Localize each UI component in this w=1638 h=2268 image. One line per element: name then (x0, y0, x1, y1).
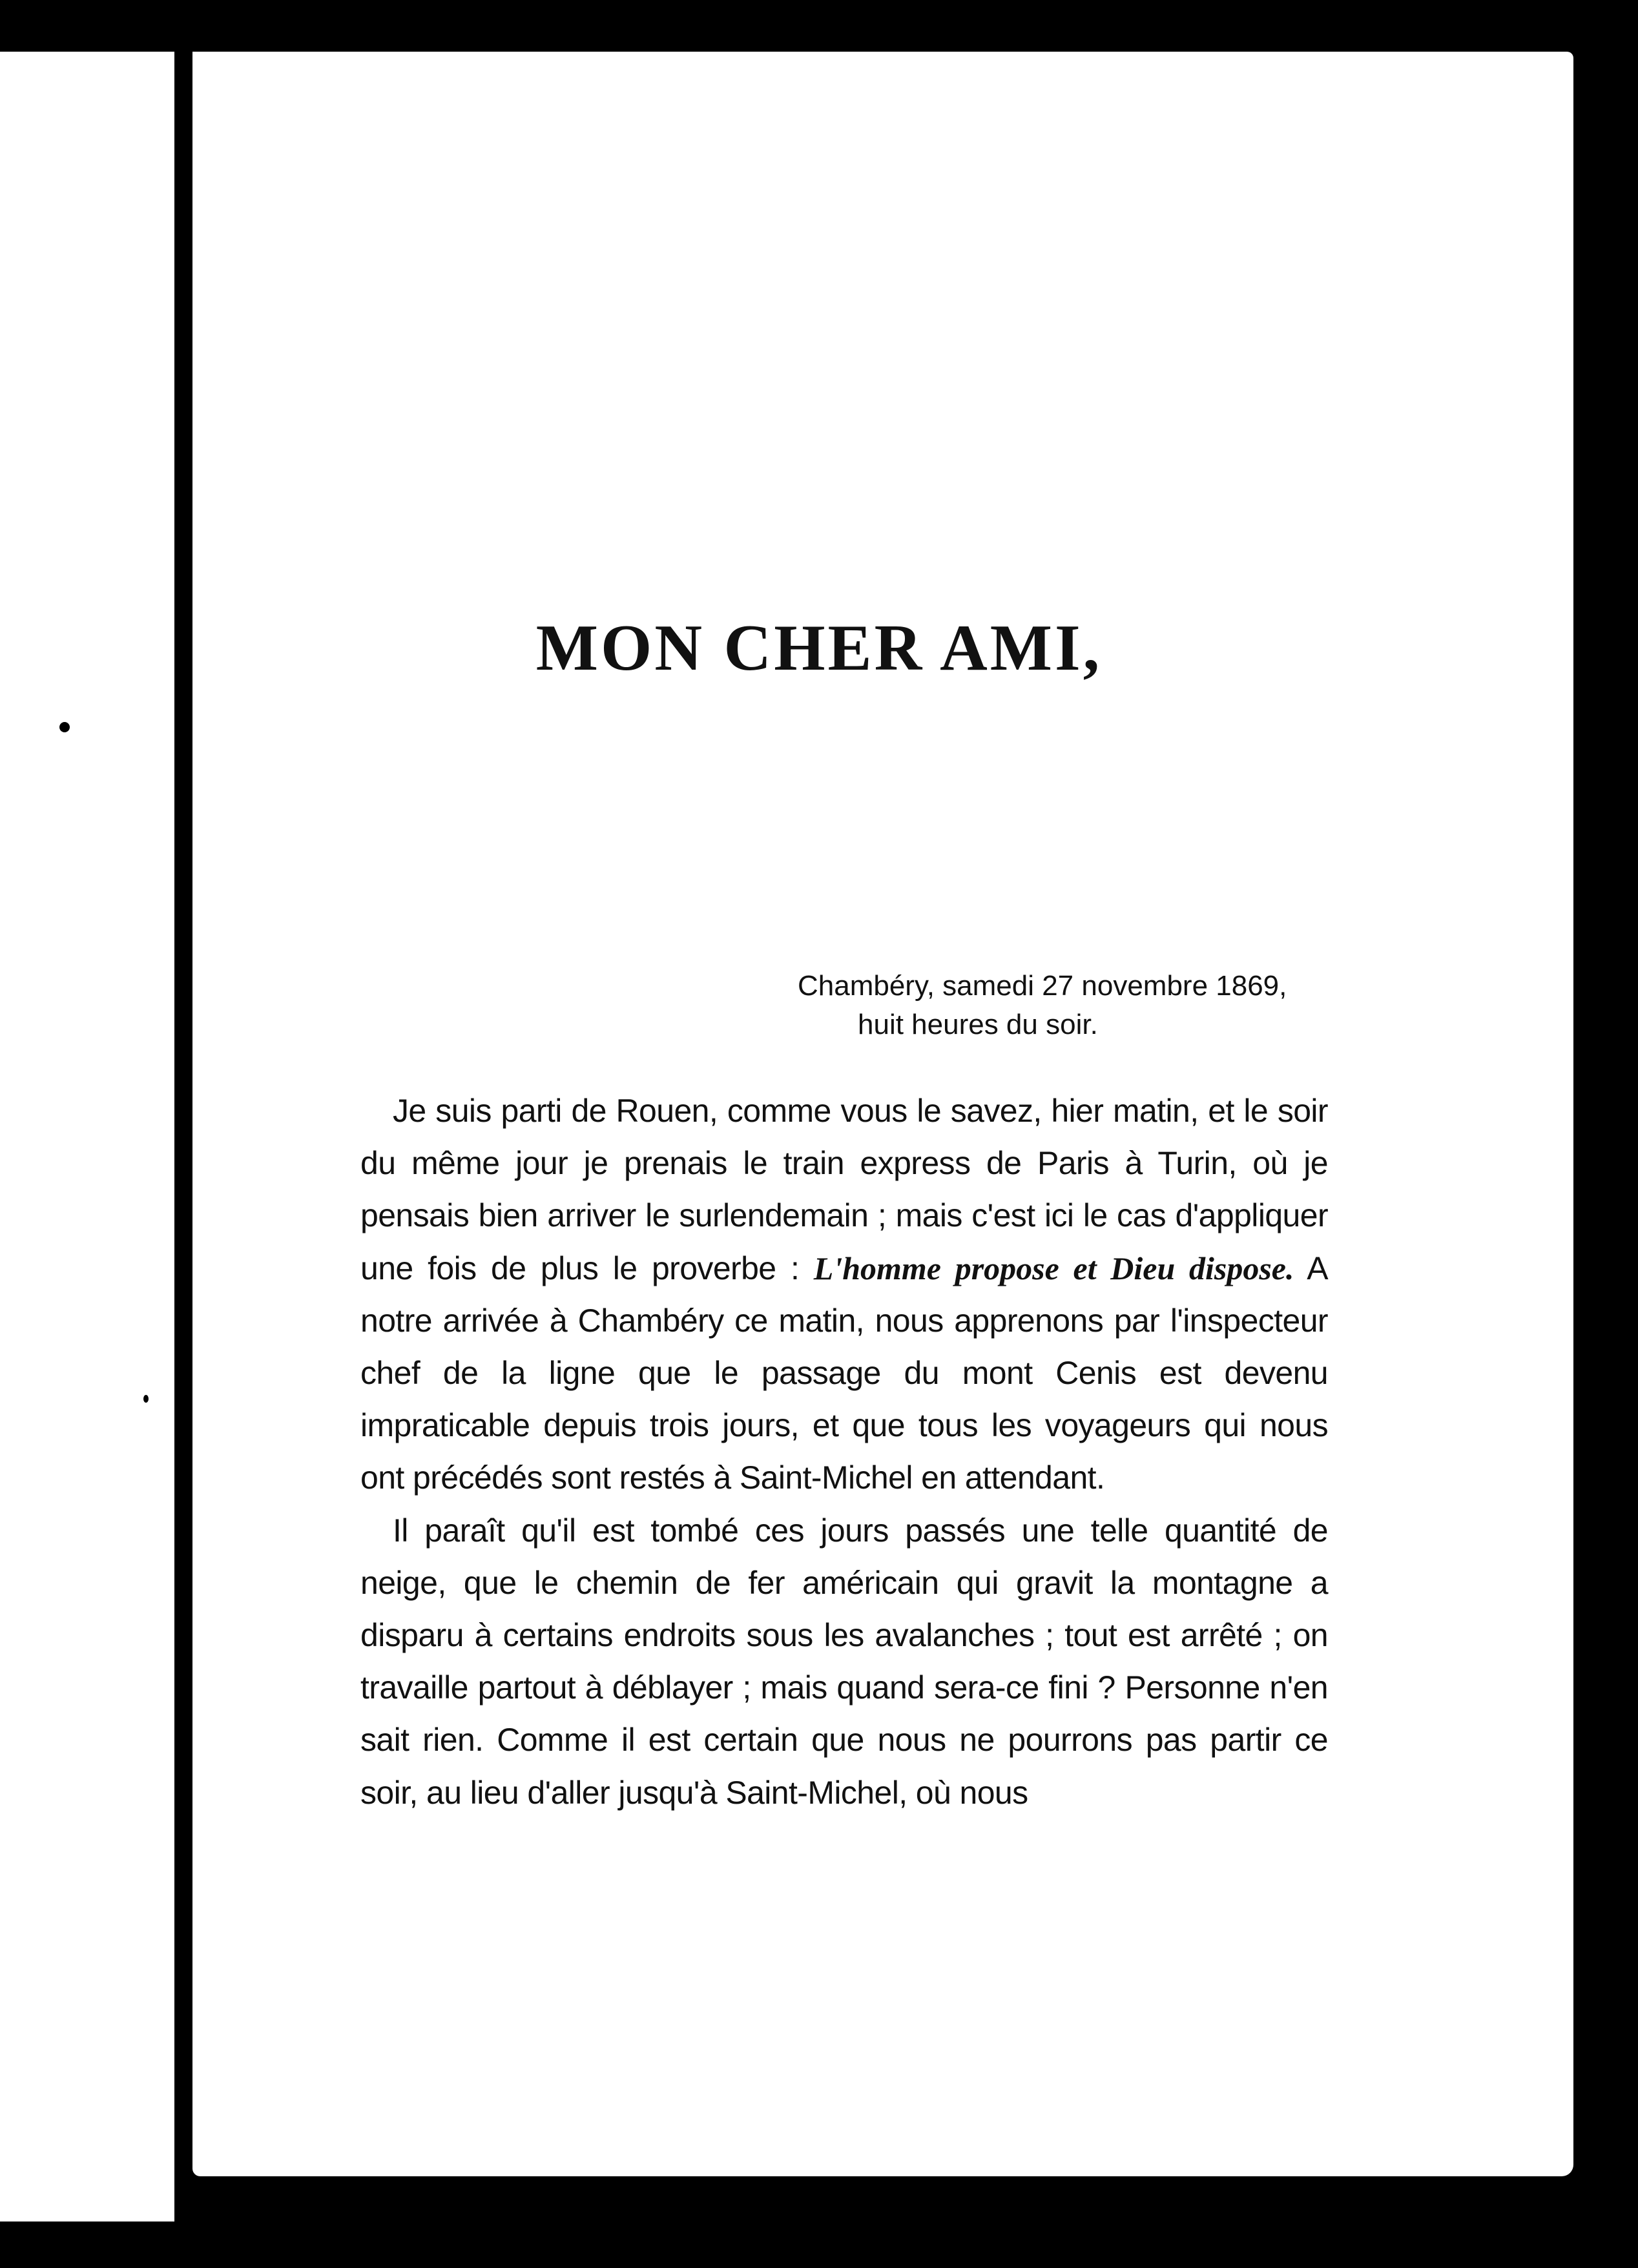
book-gutter (174, 52, 192, 2222)
dateline-place-date: Chambéry, samedi 27 novembre 1869, (798, 970, 1287, 1002)
paragraph-1 (360, 1085, 1328, 1505)
previous-page-edge (0, 52, 174, 2222)
letter-dateline (798, 967, 1295, 1044)
page-heading: MON CHER AMI, (535, 612, 1103, 685)
paragraph-1-text-end: A notre arrivée à Chambéry ce matin, nous apprenons par l'inspecteur chef de la ligne que le passage du mont Cenis est devenu impraticable depuis trois jours, et que tous les voyageurs qui nous ont précédés sont restés à Saint-Michel en attendant. (360, 1250, 1328, 1496)
scan-speck (59, 722, 70, 732)
scan-speck (143, 1395, 149, 1403)
paragraph-1-text-start: Je suis parti de Rouen, comme vous le savez, hier matin, et le soir du même jour je prenais le train express de Paris à Turin, où je pensais bien arriver le surlendemain ; mais c'est ici le cas d'appliquer une fois de plus le proverbe : (360, 1093, 1328, 1286)
paragraph-1-proverb: L'homme propose et Dieu dispose. (813, 1250, 1294, 1286)
letter-body (360, 1085, 1328, 1819)
dateline-time: huit heures du soir. (858, 1009, 1098, 1040)
paragraph-2: Il paraît qu'il est tombé ces jours passés une telle quantité de neige, que le chemin de fer américain qui gravit la montagne a disparu à certains endroits sous les avalanches ; tout est arrêté ; on travaille partout à déblayer ; mais quand sera-ce fini ? Personne n'en sait rien. Comme il est certain que nous ne pourrons pas partir ce soir, au lieu d'aller jusqu'à Saint-Michel, où nous (360, 1512, 1328, 1811)
